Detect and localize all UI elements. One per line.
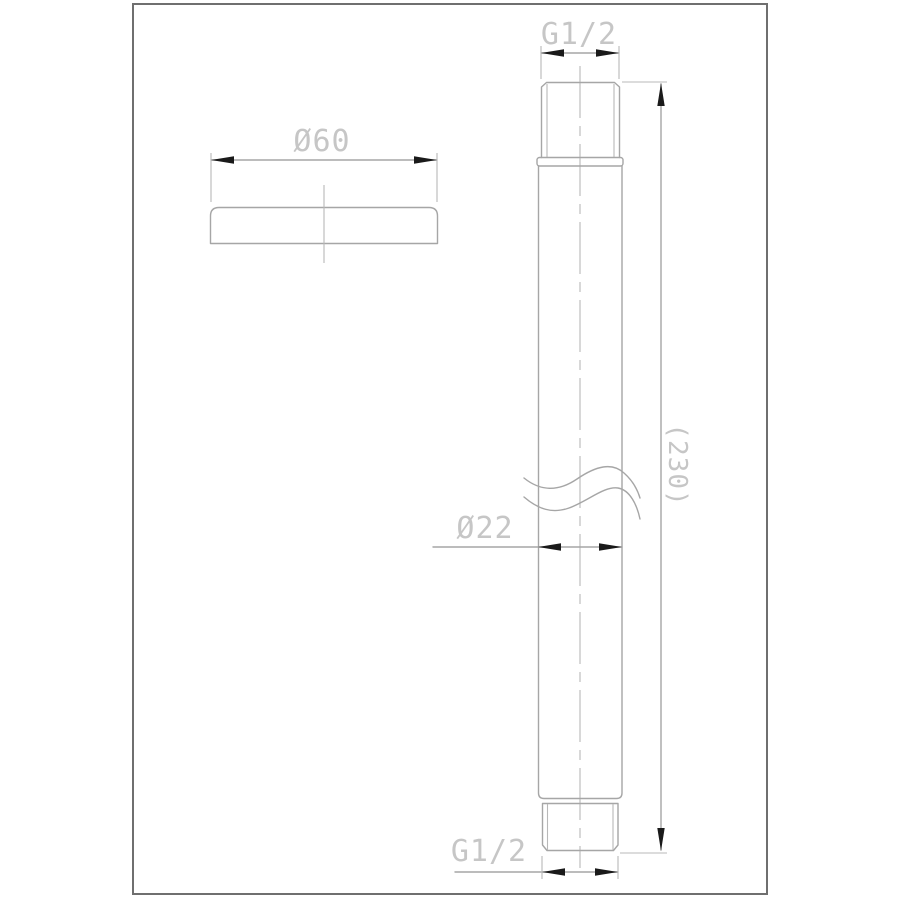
dim-label-flange-diameter: Ø60 bbox=[293, 124, 351, 159]
arrowhead-right bbox=[414, 156, 437, 164]
dim-label-top-thread: G1/2 bbox=[540, 17, 618, 52]
arrowhead-length-up bbox=[657, 83, 664, 106]
dim-label-bottom-thread: G1/2 bbox=[450, 834, 528, 869]
flange-top-view bbox=[211, 153, 438, 263]
arrowhead-d22-left bbox=[538, 543, 561, 551]
dim-label-pipe-diameter: Ø22 bbox=[456, 511, 514, 546]
shower-arm-side-view bbox=[433, 46, 667, 879]
arrowhead-d22-right bbox=[599, 543, 622, 551]
arrowhead-bottom-left bbox=[542, 868, 565, 876]
dim-label-overall-length: (230) bbox=[662, 423, 692, 507]
arrowhead-left bbox=[211, 156, 234, 164]
arrowhead-length-down bbox=[657, 828, 664, 851]
arrowhead-bottom-right bbox=[595, 868, 618, 876]
